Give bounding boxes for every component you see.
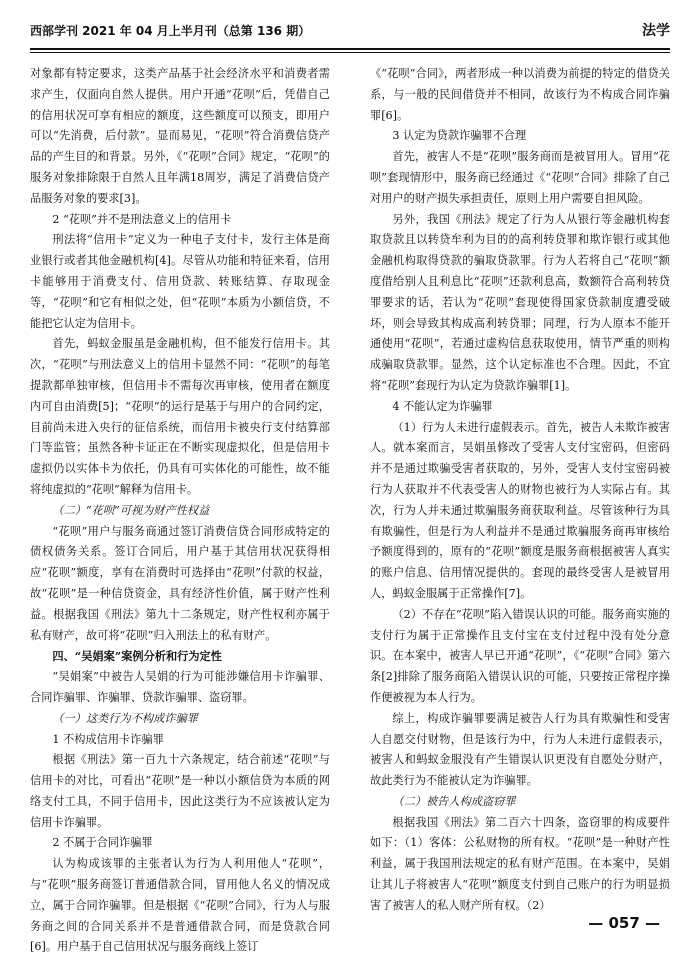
body-paragraph: 刑法将“信用卡”定义为一种电子支付卡，发行主体是商业银行或者其他金融机构[4]。尽管从功能和特征来看，信用卡能够用于消费支付、信用贷款、转账结算、存取现金等，“花呗”和它有相似之处，但“花呗”本质为小额信贷，不能把它认定为信用卡。 xyxy=(30,233,330,330)
section-heading: 四、“吴娟案”案例分析和行为定性 xyxy=(52,649,222,664)
right-column xyxy=(370,64,670,912)
page-number: — 057 — xyxy=(588,914,660,932)
body-paragraph: 对象都有特定要求，这类产品基于社会经济水平和消费者需求产生，仅面向自然人提供。用户开通“花呗”后，凭借自己的信用状况可享有相应的额度，这些额度可以预支，即用户可以“先消费，后付款”。显而易见，“花呗”符合消费信贷产品的产生目的和背景。另外，《“花呗”合同》规定，“花呗”的服务对象排除限于自然人且年满18周岁，满足了消费信贷产品服务对象的要求[3]。 xyxy=(30,67,330,205)
body-paragraph: 首先，被害人不是“花呗”服务商而是被冒用人。冒用“花呗”套现情形中，服务商已经通过《“花呗”合同》排除了自己对用户的财产损失承担责任，原则上用户需要自担风险。 xyxy=(370,150,670,205)
journal-title: 西部学刊 2021 年 04 月上半月刊（总第 136 期） xyxy=(30,24,311,38)
section-heading: 1 不构成信用卡诈骗罪 xyxy=(52,732,164,746)
body-paragraph: 根据我国《刑法》第二百六十四条，盗窃罪的构成要件如下：（1）客体：公私财物的所有权。“花呗”是一种财产性利益，属于我国刑法规定的私有财产范围。在本案中，吴娟让其儿子将被害人“花呗”额度支付到自己账户的行为明显损害了被害人的私人财产所有权。（2） xyxy=(370,815,670,912)
section-heading: 2 不属于合同诈骗罪 xyxy=(52,836,153,850)
section-heading: 3 认定为贷款诈骗罪不合理 xyxy=(392,129,527,143)
body-paragraph: 认为构成该罪的主张者认为行为人利用他人“花呗”，与“花呗”服务商签订普通借款合同，冒用他人名义的情况成立，属于合同诈骗罪。但是根据《“花呗”合同》，行为人与服务商之间的合同关系并不是普通借款合同，而是贷款合同[6]。用户基于自己信用状况与服务商线上签订 xyxy=(30,857,330,954)
body-paragraph: 《“花呗”合同》，两者形成一种以消费为前提的特定的借贷关系，与一般的民间借贷并不相同，故该行为不构成合同诈骗罪[6]。 xyxy=(370,67,670,122)
body-paragraph: 另外，我国《刑法》规定了行为人从银行等金融机构套取贷款且以转贷牟利为目的的高利转贷罪和欺诈银行或其他金融机构取得贷款的骗取贷款罪。行为人若将自己“花呗”额度借给别人且利息比“花呗”还款利息高，数额符合高利转贷罪要求的话，若认为“花呗”套现使得国家贷款制度遭受破坏，则会导致其构成高利转贷罪；同理，行为人原本不能开通使用“花呗”，若通过虚构信息获取使用，情节严重的则构成骗取贷款罪。显然，这个认定标准也不合理。因此，不宜将“花呗”套现行为认定为贷款诈骗罪[1]。 xyxy=(370,212,670,392)
section-heading: （二）“花呗”可视为财产性权益 xyxy=(52,503,210,517)
section-heading: 2 “花呗”并不是刑法意义上的信用卡 xyxy=(52,212,232,226)
body-paragraph: （2）不存在“花呗”陷入错误认识的可能。服务商实施的支付行为属于正常操作且支付宝在支付过程中没有处分意识。在本案中，被害人早已开通“花呗”，《“花呗”合同》第六条[2]排除了服务商陷入错误认识的可能，只要按正常程序操作便被视为本人行为。 xyxy=(370,607,670,704)
body-paragraph: “花呗”用户与服务商通过签订消费信贷合同形成特定的债权债务关系。签订合同后，用户基于其信用状况获得相应“花呗”额度，享有在消费时可选择由“花呗”付款的权益，故“花呗”是一种信贷资金，具有经济性价值，属于财产性利益。根据我国《刑法》第九十二条规定，财产性权利亦属于私有财产，故可将“花呗”归入刑法上的私有财产。 xyxy=(30,524,330,642)
section-name: 法学 xyxy=(642,23,670,39)
header-rule-thin xyxy=(30,52,670,53)
page-header xyxy=(30,14,670,48)
section-heading: （一）这类行为不构成诈骗罪 xyxy=(52,711,198,725)
section-heading: 4 不能认定为诈骗罪 xyxy=(392,399,493,413)
body-paragraph: 综上，构成诈骗罪要满足被告人行为具有欺骗性和受害人自愿交付财物，但是该行为中，行为人未进行虚假表示，被害人和蚂蚁金服没有产生错误认识更没有自愿处分财产，故此类行为不能被认定为诈骗罪。 xyxy=(370,711,670,788)
body-paragraph: 首先，蚂蚁金服虽是金融机构，但不能发行信用卡。其次，“花呗”与刑法意义上的信用卡显然不同：“花呗”的每笔提款都单独审核，但信用卡不需每次再审核，使用者在额度内可自由消费[5]；“花呗”的运行是基于与用户的合同约定，目前尚未进入央行的征信系统，而信用卡被央行支付结算部门等监管；虽然各种卡证正在不断实现虚拟化，但是信用卡虚拟仍以实体卡为依托，仍具有可实体化的可能性，故不能将纯虚拟的“花呗”解释为信用卡。 xyxy=(30,337,330,496)
body-paragraph: 根据《刑法》第一百九十六条规定，结合前述“花呗”与信用卡的对比，可看出“花呗”是一种以小额信贷为本质的网络支付工具，不同于信用卡，因此这类行为不应该被认定为信用卡诈骗罪。 xyxy=(30,753,330,829)
body-paragraph: （1）行为人未进行虚假表示。首先，被告人未欺诈被害人。就本案而言，吴娟虽修改了受害人支付宝密码，但密码并不是通过欺骗受害者获取的，另外，受害人支付宝密码被行为人获取并不代表受害人的财物也被行为人实际占有。其次，行为人并未通过欺骗服务商获取利益。尽管该种行为具有欺骗性，但是行为人利益并不是通过欺骗服务商再审核给予额度得到的，原有的“花呗”额度是服务商根据被害人真实的账户信息、信用情况提供的。套现的最终受害人是被冒用人，蚂蚁金服属于正常操作[7]。 xyxy=(370,420,670,600)
left-column xyxy=(30,64,330,954)
section-heading: （二）被告人构成盗窃罪 xyxy=(392,794,516,808)
body-paragraph: “吴娟案”中被告人吴娟的行为可能涉嫌信用卡诈骗罪、合同诈骗罪、诈骗罪、贷款诈骗罪、盗窃罪。 xyxy=(30,670,330,704)
header-rule-thick xyxy=(30,48,670,50)
